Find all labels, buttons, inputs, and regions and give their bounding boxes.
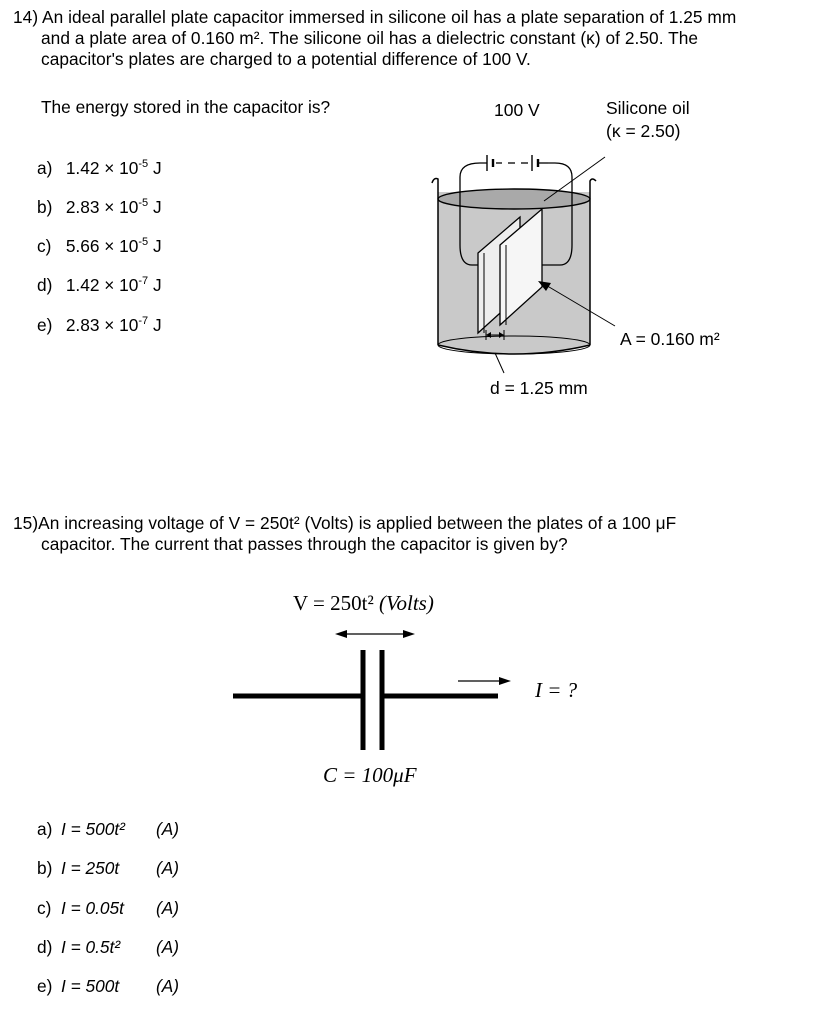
oil-label: Silicone oil	[606, 98, 690, 118]
area-label: A = 0.160 m²	[620, 329, 720, 349]
q15-line-1: 15)An increasing voltage of V = 250t² (Volts) is applied between the plates of a 100 μF	[13, 513, 677, 533]
option-expression: I = 0.05t	[61, 898, 124, 918]
option-label: e)	[37, 976, 53, 996]
q15-option-c[interactable]	[37, 898, 179, 919]
beaker-left-wall	[432, 179, 438, 346]
beaker-right-wall	[590, 179, 596, 345]
option-unit: (A)	[156, 819, 180, 839]
option-expression: I = 500t	[61, 976, 120, 996]
arrowhead-right	[403, 630, 415, 638]
option-unit: J	[148, 275, 162, 295]
option-label: b)	[37, 858, 53, 878]
option-mantissa: 1.42 × 10	[65, 158, 139, 178]
option-expression: I = 500t²	[61, 819, 125, 839]
option-expression: I = 250t	[61, 858, 120, 878]
option-exponent: -5	[138, 158, 149, 170]
q14-option-a[interactable]	[37, 158, 162, 179]
option-exponent: -5	[138, 197, 149, 209]
option-unit: (A)	[156, 937, 180, 957]
q15-option-e[interactable]	[37, 976, 179, 997]
q14-option-c[interactable]	[37, 236, 162, 257]
kappa-label: (κ = 2.50)	[606, 121, 681, 141]
voltage-expression: V = 250t²	[293, 591, 374, 615]
q15-voltage-label	[293, 591, 434, 616]
option-label: d)	[37, 275, 53, 295]
option-label: e)	[37, 315, 53, 335]
option-label: b)	[37, 197, 53, 217]
option-label: a)	[37, 158, 53, 178]
q14-line-3: capacitor's plates are charged to a potential difference of 100 V.	[41, 49, 531, 69]
q14-text	[13, 7, 736, 70]
option-mantissa: 2.83 × 10	[65, 315, 139, 335]
q15-text	[13, 513, 676, 555]
option-label: c)	[37, 236, 52, 256]
option-label: d)	[37, 937, 53, 957]
separation-label: d = 1.25 mm	[490, 378, 588, 398]
option-unit: J	[148, 315, 162, 335]
voltage-unit: (Volts)	[379, 591, 434, 615]
q15-option-b[interactable]	[37, 858, 179, 879]
q15-line-2: capacitor. The current that passes through the capacitor is given by?	[41, 534, 568, 554]
capacitance-label: C = 100μF	[323, 763, 417, 787]
q15-option-a[interactable]	[37, 819, 179, 840]
separation-leader-line	[495, 353, 504, 373]
current-arrowhead	[499, 677, 511, 685]
option-expression: I = 0.5t²	[61, 937, 121, 957]
q14-option-e[interactable]	[37, 315, 162, 336]
option-label: a)	[37, 819, 53, 839]
option-unit: (A)	[156, 858, 180, 878]
capacitor-circuit-diagram	[225, 620, 525, 760]
option-label: c)	[37, 898, 52, 918]
voltage-label: 100 V	[494, 100, 540, 120]
option-unit: (A)	[156, 898, 180, 918]
q14-option-b[interactable]	[37, 197, 162, 218]
q14-prompt: The energy stored in the capacitor is?	[41, 97, 331, 117]
option-mantissa: 2.83 × 10	[65, 197, 139, 217]
option-mantissa: 1.42 × 10	[65, 275, 139, 295]
option-unit: J	[148, 236, 162, 256]
option-exponent: -7	[138, 275, 149, 287]
option-unit: J	[148, 158, 162, 178]
option-mantissa: 5.66 × 10	[65, 236, 139, 256]
q14-option-d[interactable]	[37, 275, 162, 296]
option-unit: J	[148, 197, 162, 217]
q14-line-2: and a plate area of 0.160 m². The silicone oil has a dielectric constant (κ) of 2.50. The	[41, 28, 699, 48]
option-exponent: -7	[138, 315, 149, 327]
arrowhead-left	[335, 630, 347, 638]
current-label: I = ?	[535, 678, 578, 702]
q14-line-1: 14) An ideal parallel plate capacitor immersed in silicone oil has a plate separation of 1.25 mm	[13, 7, 737, 27]
q15-option-d[interactable]	[37, 937, 179, 958]
option-exponent: -5	[138, 236, 149, 248]
oil-surface	[438, 189, 590, 209]
capacitor-in-oil-diagram	[420, 95, 760, 405]
option-unit: (A)	[156, 976, 180, 996]
